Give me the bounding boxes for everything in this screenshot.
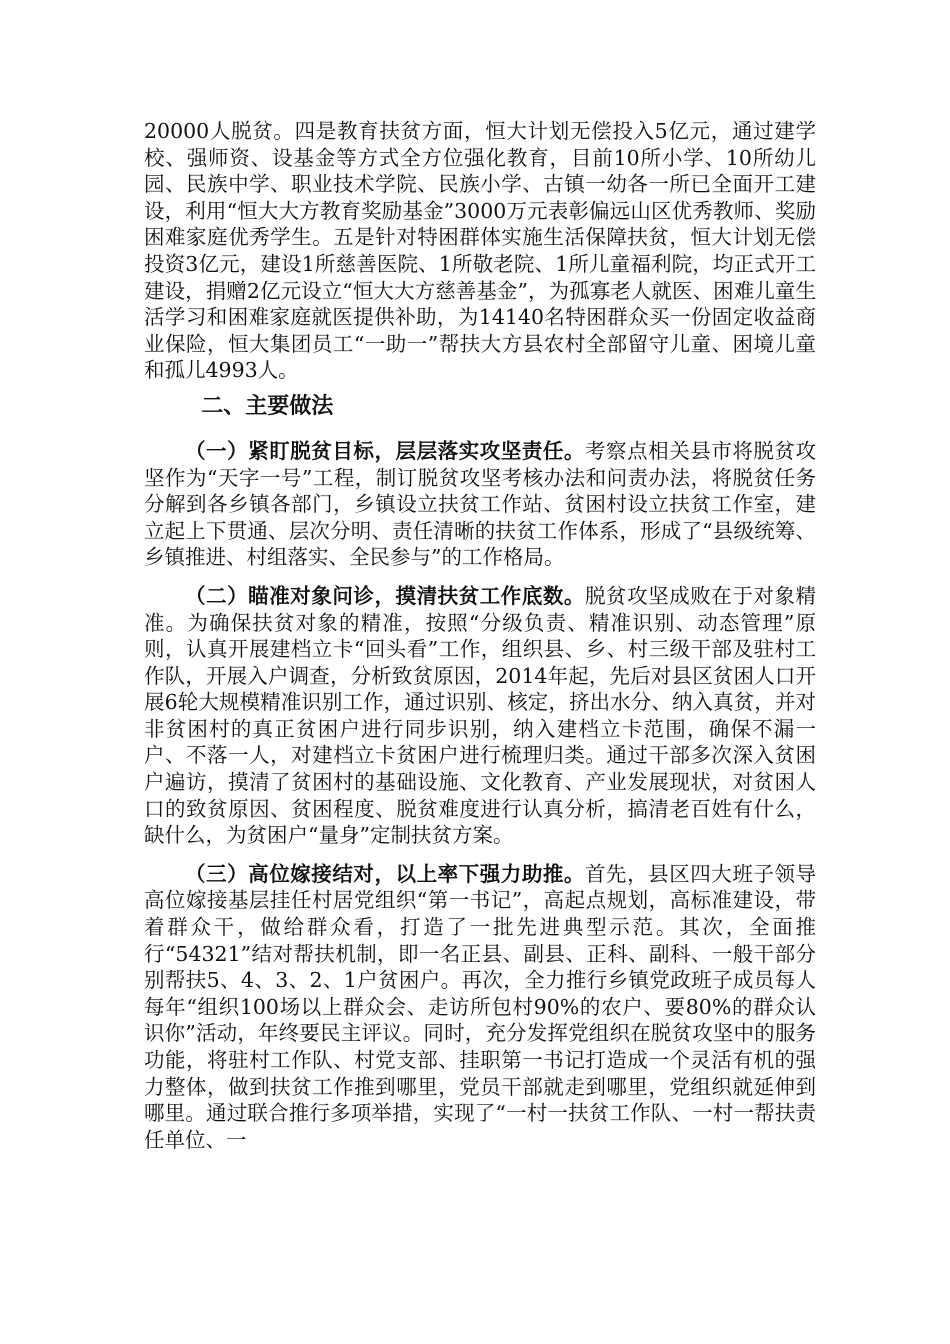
section-body-1: 考察点相关县市将脱贫攻坚作为“天字一号”工程，制订脱贫攻坚考核办法和问责办法，将脱贫任务分解到各乡镇各部门，乡镇设立扶贫工作站、贫困村设立扶贫工作室，建立起上下贯通、层次分明、责任清晰的扶贫工作体系，形成了“县级统筹、乡镇推进、村组落实、全民参与”的工作格局。 bbox=[144, 438, 817, 570]
section-paragraph-1 bbox=[144, 438, 816, 571]
document-page bbox=[144, 118, 816, 1153]
section-paragraph-2 bbox=[144, 583, 816, 849]
section-body-2: 脱贫攻坚成败在于对象精准。为确保扶贫对象的精准，按照“分级负责、精准识别、动态管理”原则，认真开展建档立卡“回头看”工作，组织县、乡、村三级干部及驻村工作队，开展入户调查，分析致贫原因，2014年起，先后对县区贫困人口开展6轮大规模精准识别工作，通过识别、核定，挤出水分、纳入真贫，并对非贫困村的真正贫困户进行同步识别，纳入建档立卡范围，确保不漏一户、不落一人，对建档立卡贫困户进行梳理归类。通过干部多次深入贫困户遍访，摸清了贫困村的基础设施、文化教育、产业发展现状，对贫困人口的致贫原因、贫困程度、脱贫难度进行认真分析，搞清老百姓有什么，缺什么，为贫困户“量身”定制扶贫方案。 bbox=[144, 583, 817, 848]
section-lead-3: （三）高位嫁接结对，以上率下强力助推。 bbox=[185, 861, 585, 886]
section-heading: 二、主要做法 bbox=[201, 393, 334, 419]
intro-paragraph: 20000人脱贫。四是教育扶贫方面，恒大计划无偿投入5亿元，通过建学校、强师资、设基金等方式全方位强化教育，目前10所小学、10所幼儿园、民族中学、职业技术学院、民族小学、古镇一幼各一所已全面开工建设，利用“恒大大方教育奖励基金”3000万元表彰偏远山区优秀教师、奖励困难家庭优秀学生。五是针对特困群体实施生活保障扶贫，恒大计划无偿投资3亿元，建设1所慈善医院、1所敬老院、1所儿童福利院，均正式开工建设，捐赠2亿元设立“恒大大方慈善基金”，为孤寡老人就医、困难儿童生活学习和困难家庭就医提供补助，为14140名特困群众买一份固定收益商业保险，恒大集团员工“一助一”帮扶大方县农村全部留守儿童、困境儿童和孤儿4993人。 bbox=[144, 119, 816, 383]
section-lead-2: （二）瞄准对象问诊，摸清扶贫工作底数。 bbox=[185, 583, 585, 608]
section-lead-1: （一）紧盯脱贫目标，层层落实攻坚责任。 bbox=[185, 438, 585, 463]
section-body-3: 首先，县区四大班子领导高位嫁接基层挂任村居党组织“第一书记”，高起点规划，高标准建设，带着群众干，做给群众看，打造了一批先进典型示范。其次，全面推行“54321”结对帮扶机制，即一名正县、副县、正科、副科、一般干部分别帮扶5、4、3、2、1户贫困户。再次，全力推行乡镇党政班子成员每人每年“组织100场以上群众会、走访所包村90%的农户、要80%的群众认识你”活动，年终要民主评议。同时，充分发挥党组织在脱贫攻坚中的服务功能，将驻村工作队、村党支部、挂职第一书记打造成一个灵活有机的强力整体，做到扶贫工作推到哪里，党员干部就走到哪里，党组织就延伸到哪里。通过联合推行多项举措，实现了“一村一扶贫工作队、一村一帮扶责任单位、一 bbox=[144, 861, 817, 1152]
section-paragraph-3 bbox=[144, 861, 816, 1154]
